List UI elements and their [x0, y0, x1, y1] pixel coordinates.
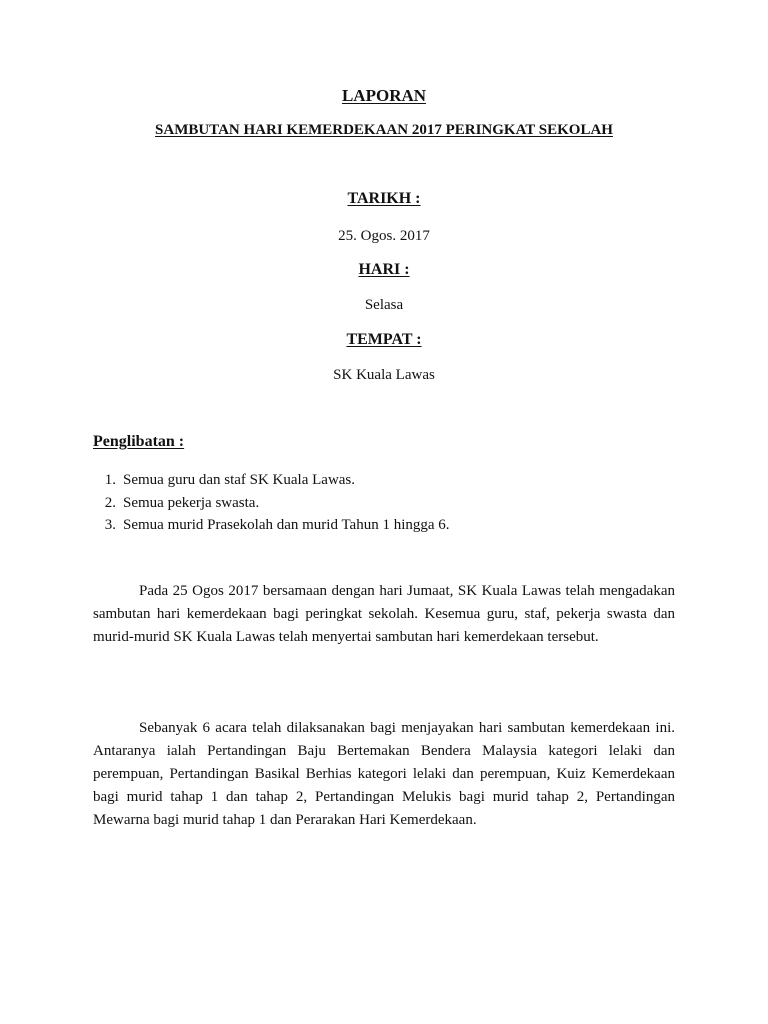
day-label: HARI :	[358, 261, 410, 278]
list-item-text: Semua pekerja swasta.	[123, 494, 260, 511]
list-item-text: Semua murid Prasekolah dan murid Tahun 1 hingga 6.	[123, 517, 450, 533]
list-item-number: 1.	[104, 472, 116, 488]
venue-value: SK Kuala Lawas	[333, 367, 435, 383]
paragraph-activities: Sebanyak 6 acara telah dilaksanakan bagi menjayakan hari sambutan kemerdekaan ini. Antaranya ialah Pertandingan Baju Bertemakan Bendera Malaysia kategori lelaki dan perempuan, Pertandingan Basikal Berhias kategori lelaki dan perempuan, Kuiz Kemerdekaan bagi murid tahap 1 dan tahap 2, Pertandingan Melukis bagi murid tahap 2, Pertandingan Mewarna bagi murid tahap 1 dan Perarakan Hari Kemerdekaan.	[93, 720, 675, 828]
list-item-number: 3.	[104, 517, 116, 533]
participation-heading: Penglibatan :	[93, 433, 185, 450]
venue-label: TEMPAT :	[346, 331, 422, 348]
list-item	[93, 514, 450, 537]
date-label: TARIKH :	[347, 190, 421, 207]
document-title: LAPORAN	[341, 86, 427, 105]
participation-list	[93, 469, 450, 537]
list-item-text: Semua guru dan staf SK Kuala Lawas.	[123, 472, 356, 488]
list-item	[93, 469, 450, 492]
date-value: 25. Ogos. 2017	[338, 228, 430, 244]
list-item-number: 2.	[104, 494, 116, 511]
paragraph-event-summary: Pada 25 Ogos 2017 bersamaan dengan hari Jumaat, SK Kuala Lawas telah mengadakan sambutan hari kemerdekaan bagi peringkat sekolah. Kesemua guru, staf, pekerja swasta dan murid-murid SK Kuala Lawas telah menyertai sambutan hari kemerdekaan tersebut.	[93, 583, 675, 645]
list-item	[93, 492, 450, 515]
day-value: Selasa	[364, 297, 404, 313]
document-subtitle: SAMBUTAN HARI KEMERDEKAAN 2017 PERINGKAT SEKOLAH	[155, 122, 613, 138]
